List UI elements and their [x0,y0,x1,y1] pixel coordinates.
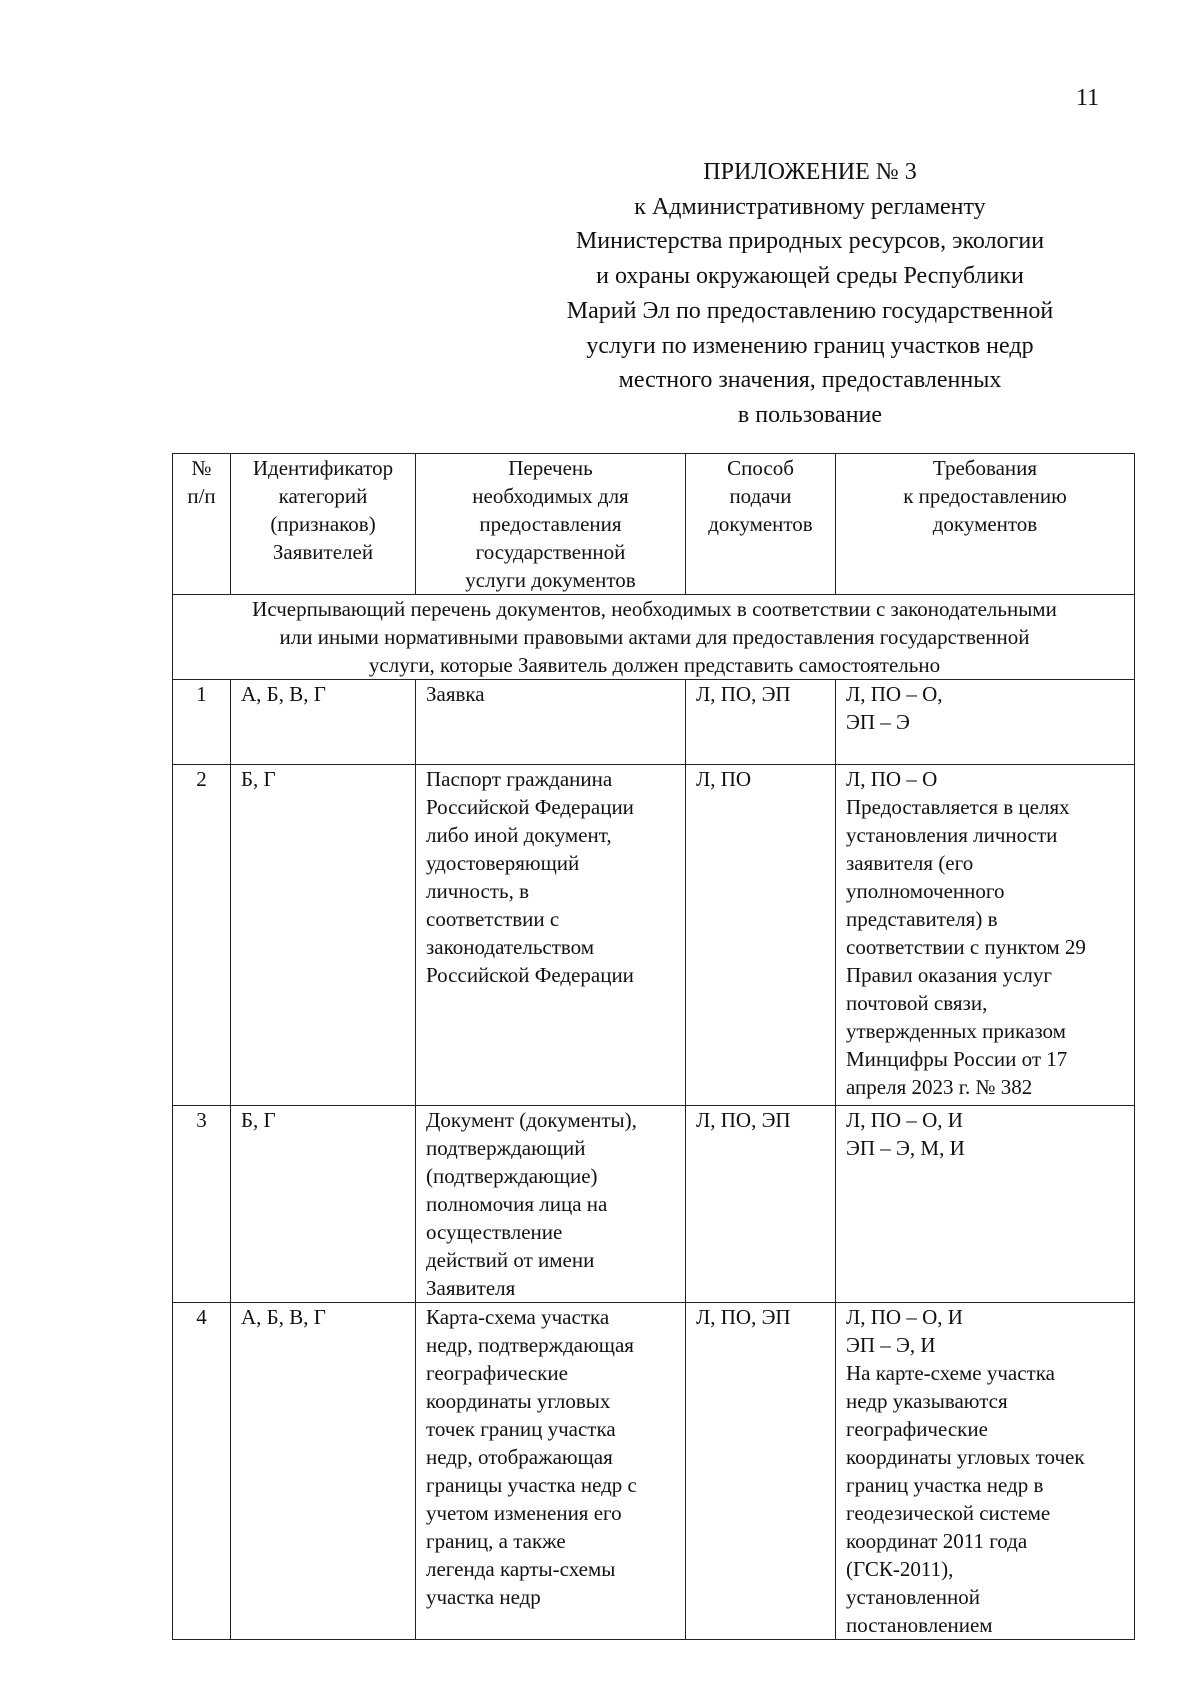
row-num: 4 [173,1303,231,1640]
table-row [173,765,1135,1106]
row-requirements: Л, ПО – О, ЭП – Э [836,680,1135,765]
appendix-line: к Административному регламенту [634,193,986,220]
table-row [173,680,1135,765]
row-applicants: Б, Г [231,765,416,1106]
row-applicants: А, Б, В, Г [231,1303,416,1640]
row-requirements: Л, ПО – О, И ЭП – Э, М, И [836,1106,1135,1303]
header-documents: Перечень необходимых для предоставления государственной услуги документов [416,454,686,595]
appendix-line: Марий Эл по предоставлению государственной [566,297,1054,324]
appendix-line: услуги по изменению границ участков недр [586,332,1034,359]
table-header-row [173,454,1135,595]
row-document: Документ (документы), подтверждающий (подтверждающие) полномочия лица на осуществление действий от имени Заявителя [416,1106,686,1303]
row-requirements: Л, ПО – О Предоставляется в целях установления личности заявителя (его уполномоченного представителя) в соответствии с пунктом 29 Правил оказания услуг почтовой связи, утвержденных приказом Минцифры России от 17 апреля 2023 г. № 382 [836,765,1135,1106]
row-document: Заявка [416,680,686,765]
row-method: Л, ПО, ЭП [686,1303,836,1640]
row-method: Л, ПО, ЭП [686,680,836,765]
row-num: 3 [173,1106,231,1303]
header-requirements: Требования к предоставлению документов [836,454,1135,595]
row-document: Карта-схема участка недр, подтверждающая географические координаты угловых точек границ участка недр, отображающая границы участка недр с учетом изменения его границ, а также легенда карты-схемы участка недр [416,1303,686,1640]
row-method: Л, ПО, ЭП [686,1106,836,1303]
header-method: Способ подачи документов [686,454,836,595]
appendix-line: и охраны окружающей среды Республики [596,263,1024,290]
appendix-title: ПРИЛОЖЕНИЕ № 3 [703,159,917,185]
row-requirements: Л, ПО – О, И ЭП – Э, И На карте-схеме участка недр указываются географические координаты угловых точек границ участка недр в геодезической системе координат 2011 года (ГСК-2011), установленной постановлением [836,1303,1135,1640]
row-num: 2 [173,765,231,1106]
table-row [173,1106,1135,1303]
header-identifier: Идентификатор категорий (признаков) Заявителей [231,454,416,595]
appendix-line: местного значения, предоставленных [618,367,1002,394]
section-title: Исчерпывающий перечень документов, необходимых в соответствии с законодательными или иными нормативными правовыми актами для предоставления государственной услуги, которые Заявитель должен представить самостоятельно [173,595,1135,680]
row-applicants: Б, Г [231,1106,416,1303]
header-num: № п/п [173,454,231,595]
appendix-line: в пользование [737,401,883,428]
appendix-line: Министерства природных ресурсов, экологии [575,228,1045,255]
row-applicants: А, Б, В, Г [231,680,416,765]
documents-table [172,453,1135,1640]
row-method: Л, ПО [686,765,836,1106]
row-num: 1 [173,680,231,765]
page-number: 11 [1076,85,1100,111]
table-row [173,1303,1135,1640]
row-document: Паспорт гражданина Российской Федерации либо иной документ, удостоверяющий личность, в соответствии с законодательством Российской Федерации [416,765,686,1106]
appendix-heading [470,155,1150,433]
section-row [173,595,1135,680]
